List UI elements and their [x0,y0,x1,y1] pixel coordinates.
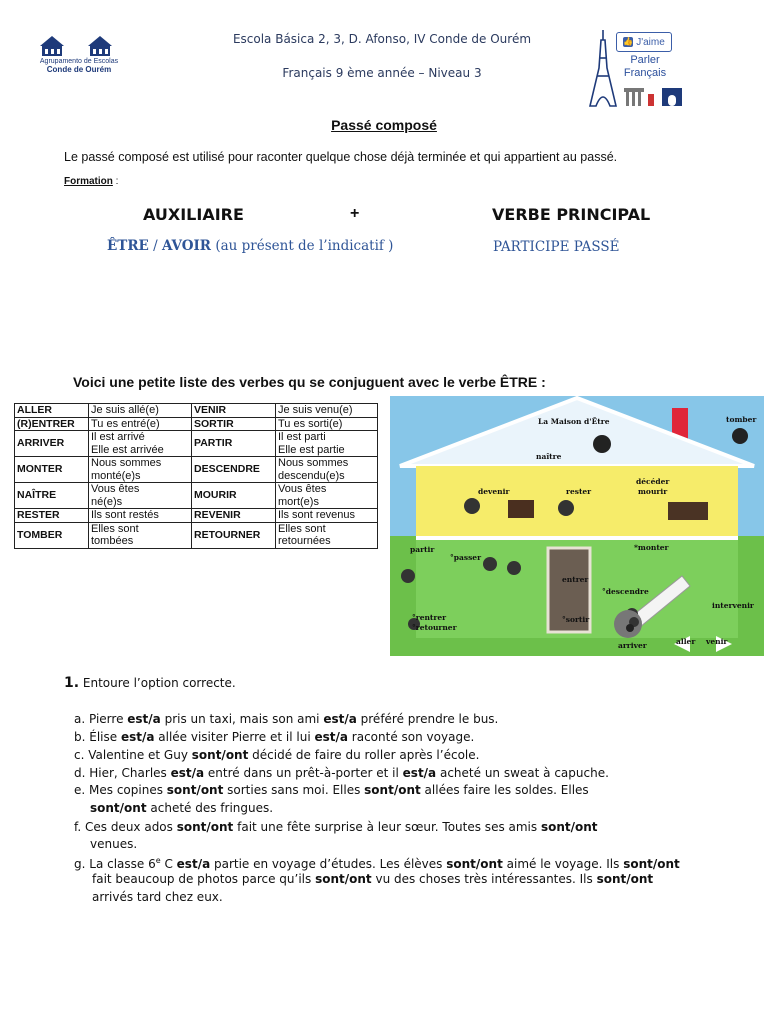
label-retourner: °retourner [412,623,457,632]
verb-name [192,404,276,418]
verb-example [276,431,378,457]
label-entrer: entrer [562,575,589,584]
verb-name [15,431,89,457]
verb-name [15,509,89,523]
item-letter: g. [74,857,86,871]
item-text: venues. [90,837,138,851]
superscript: e [155,856,161,865]
cell-line: Ils sont revenus [278,509,356,521]
verb-name [192,522,276,548]
verb-table-row [15,483,378,509]
cell-line: ARRIVER [17,437,65,450]
cell-line: VENIR [194,404,227,416]
choice-option[interactable]: est/a [120,730,155,744]
cell-line: mort(e)s [278,495,319,508]
etre-label: ÊTRE [107,238,149,254]
verb-name [192,483,276,509]
cell-line: Je suis venu(e) [278,404,353,416]
monuments-icon [624,86,684,108]
item-text: préféré prendre le bus. [356,712,499,726]
participe-passe: PARTICIPE PASSÉ [493,239,620,255]
label-rester: rester [566,487,592,496]
jaime-badge [616,32,672,52]
verb-name [15,483,89,509]
page-title: Passé composé [331,117,437,133]
thumbs-up-icon: 👍 [623,37,634,46]
stork [593,435,611,453]
item-text: Valentine et Guy [84,748,192,762]
label-aller: aller [676,637,696,646]
choice-option[interactable]: est/a [314,730,348,744]
verb-example [276,483,378,509]
formation-label: Formation [64,176,113,187]
item-letter: a. [74,712,86,726]
label-passer: °passer [450,553,482,562]
exercise-item-f-line2 [90,835,137,853]
verb-name [192,457,276,483]
verb-table-row [15,431,378,457]
verb-name [192,431,276,457]
verb-name [15,457,89,483]
item-text: acheté des fringues. [146,801,274,815]
label-arriver: arriver [618,641,647,650]
cell-line: né(e)s [91,495,123,508]
cell-line: Vous êtes [278,483,327,495]
cell-line: MONTER [17,463,63,476]
label-sortir: °sortir [562,615,590,624]
label-descendre: °descendre [602,587,649,596]
choice-option[interactable]: sont/ont [540,820,598,834]
cell-line: Elle est partie [278,443,345,456]
item-text: Ces deux ados [81,820,177,834]
verb-name [192,417,276,431]
label-tomber: tomber [726,415,757,424]
logo-caption-line1: Agrupamento de Escolas [39,58,119,65]
school-name: Escola Básica 2, 3, D. Afonso, IV Conde de Ourém [232,32,532,46]
label-naitre: naître [536,452,562,461]
exercise-item-e [74,781,589,799]
choice-option[interactable]: est/a [176,857,211,871]
choice-option[interactable]: sont/ont [90,801,147,815]
cell-line: NAÎTRE [17,489,57,502]
item-text: raconté son voyage. [347,730,475,744]
verb-example [89,483,192,509]
verb-table-row [15,509,378,523]
eiffel-tower-icon [586,28,620,108]
verb-name [15,522,89,548]
cell-line: Elle est arrivée [91,443,164,456]
exercise-number: 1. [64,675,80,691]
label-partir: partir [410,545,435,554]
choice-option[interactable]: sont/ont [166,783,224,797]
cell-line: Nous sommes [91,457,162,469]
cell-line: Il est parti [278,431,326,443]
item-text: acheté un sweat à capuche. [436,766,609,780]
cell-line: REVENIR [194,509,241,521]
cell-line: SORTIR [194,417,234,430]
verb-table-row [15,457,378,483]
parler-francais [616,54,674,80]
item-letter: d. [74,766,86,780]
cell-line: PARTIR [194,437,233,450]
verb-name [15,404,89,418]
choice-option[interactable]: sont/ont [596,872,654,886]
choice-option[interactable]: est/a [170,766,205,780]
cell-line: DESCENDRE [194,463,260,476]
item-text: Mes copines [85,783,167,797]
logo-caption [30,58,128,74]
item-letter: e. [74,783,86,797]
cell-line: Elles sont [91,522,139,535]
avoir-label: AVOIR [162,238,212,254]
exercise-item-a [74,710,498,728]
verb-example [89,417,192,431]
item-letter: c. [74,748,85,762]
item-text: décidé de faire du roller après l’école. [248,748,480,762]
parler-label: Parler [630,54,660,66]
choice-option[interactable]: est/a [402,766,437,780]
verb-example [89,457,192,483]
verb-example [89,431,192,457]
choice-option[interactable]: sont/ont [364,783,421,797]
house-title: La Maison d'Être [538,417,610,426]
item-text: Élise [85,730,121,744]
jaime-label: J'aime [636,36,665,48]
verb-example [276,509,378,523]
label-mourir: mourir [638,487,668,496]
choice-option[interactable]: sont/ont [315,872,372,886]
exercise-instruction: Entoure l’option correcte. [79,676,236,690]
verb-example [276,457,378,483]
cell-line: RESTER [17,509,60,521]
present-indicatif: (au présent de l’indicatif ) [211,238,394,254]
label-rentrer: °rentrer [412,613,447,622]
exercise-item-g-line2 [92,870,653,888]
verb-example [276,417,378,431]
cell-line: RETOURNER [194,528,261,541]
cell-line: Je suis allé(e) [91,404,159,416]
cell-line: TOMBER [17,528,63,541]
item-text: entré dans un prêt-à-porter et il [204,766,403,780]
choice-option[interactable]: est/a [127,712,161,726]
choice-option[interactable]: sont/ont [176,820,234,834]
verb-table [14,403,378,549]
cell-line: Tu es sorti(e) [278,417,343,430]
cell-line: retournées [278,535,331,547]
item-text: pris un taxi, mais son ami [160,712,324,726]
exercise-item-g-line3 [92,888,223,906]
label-intervenir: intervenir [712,601,754,610]
item-text: sorties sans moi. Elles [223,783,365,797]
label-venir: venir [706,637,728,646]
item-text: fait une fête surprise à leur sœur. Toutes ses amis [233,820,541,834]
item-letter: f. [74,820,82,834]
item-text: C [160,857,177,871]
course-level: Français 9 ème année – Niveau 3 [282,66,482,80]
label-monter: *monter [634,543,669,552]
choice-option[interactable]: sont/ont [191,748,249,762]
verbe-principal-heading: VERBE PRINCIPAL [492,205,651,224]
cell-line: Nous sommes [278,457,349,469]
cell-line: ALLER [17,404,52,416]
auxiliaire-heading: AUXILIAIRE [143,205,244,224]
maison-etre-illustration [390,396,764,656]
cell-line: descendu(e)s [278,469,345,482]
verb-list-heading: Voici une petite liste des verbes qu se conjuguent avec le verbe ÊTRE : [73,374,546,390]
formation-colon: : [112,176,119,187]
cell-line: MOURIR [194,489,237,502]
choice-option[interactable]: sont/ont [446,857,503,871]
item-letter: b. [74,730,86,744]
cell-line: Ils sont restés [91,509,159,521]
verb-name [192,509,276,523]
exercise-title [64,675,236,691]
verb-example [276,522,378,548]
item-text: aimé le voyage. Ils [502,857,624,871]
item-text: arrivés tard chez eux. [92,890,223,904]
verb-table-row [15,417,378,431]
auxiliary-options [107,238,393,254]
exercise-item-c [74,746,479,764]
exercise-item-f [74,818,598,836]
cell-line: Elles sont [278,522,326,535]
choice-option[interactable]: est/a [323,712,357,726]
formation-heading [64,176,118,187]
choice-option[interactable]: sont/ont [623,857,680,871]
item-text: La classe 6 [85,857,156,871]
coffin [668,502,708,520]
exercise-item-b [74,728,474,746]
cell-line: Tu es entré(e) [91,417,160,430]
exercise-item-d [74,764,609,782]
verb-table-row [15,522,378,548]
desk [508,500,534,518]
label-deceder: décéder [636,477,670,486]
verb-example [89,522,192,548]
item-text: fait beaucoup de photos parce qu’ils [92,872,316,886]
exercise-item-e-line2 [90,799,273,817]
francais-label: Français [623,67,667,79]
label-devenir: devenir [478,487,510,496]
cell-line: (R)ENTRER [17,417,75,430]
logo-caption-line2: Conde de Ourém [46,65,112,74]
cell-line: monté(e)s [91,469,141,482]
verb-example [89,404,192,418]
slash: / [148,238,162,254]
verb-example [276,404,378,418]
cell-line: Il est arrivé [91,431,145,443]
item-text: allées faire les soldes. Elles [420,783,589,797]
cell-line: tombées [91,535,134,547]
item-text: vu des choses très intéressantes. Ils [371,872,597,886]
falling-man [732,428,748,444]
intro-text: Le passé composé est utilisé pour raconter quelque chose déjà terminée et qui appartient au passé. [64,150,618,164]
item-text: Hier, Charles [85,766,171,780]
verb-name [15,417,89,431]
cell-line: Vous êtes [91,483,140,495]
item-text: allée visiter Pierre et il lui [154,730,315,744]
plus-sign: + [350,205,360,222]
item-text: partie en voyage d’études. Les élèves [210,857,447,871]
verb-table-row [15,404,378,418]
item-text: Pierre [85,712,128,726]
verb-example [89,509,192,523]
